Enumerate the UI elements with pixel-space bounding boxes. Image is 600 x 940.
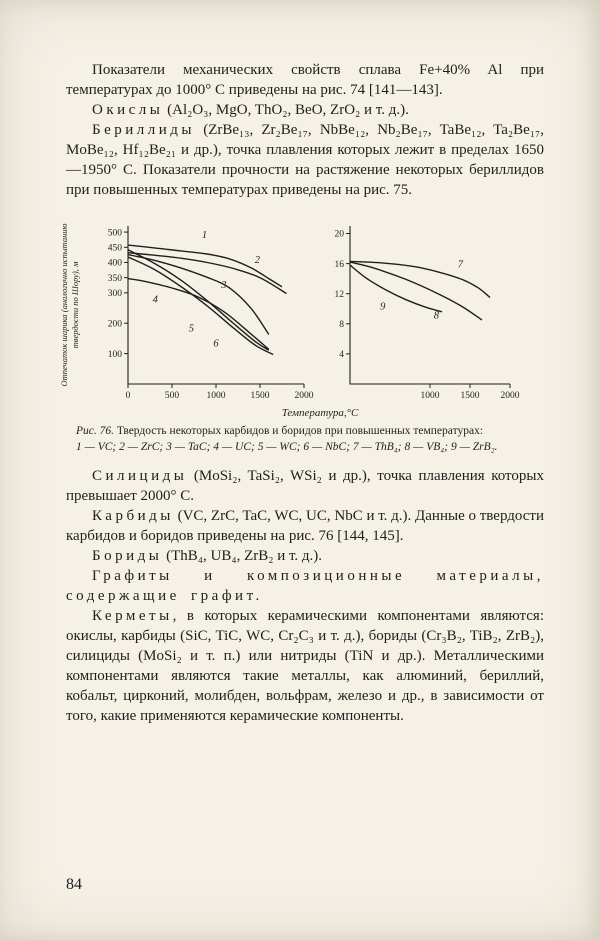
figure-legend: 1 — VC; 2 — ZrC; 3 — TaC; 4 — UC; 5 — WC; 6 — NbC; 7 — ThB₄; 8 — VB₄; 9 — ZrB₂. [76,441,498,453]
svg-text:Температура,°С: Температура,°С [281,407,359,419]
chart-left [59,223,314,401]
svg-text:2000: 2000 [294,391,314,401]
svg-text:5: 5 [188,323,194,335]
term-borides: Бориды [92,548,163,564]
paragraph-beryllides-text: (ZrBe₁₃, Zr₂Be₁₇, NbBe₁₂, Nb₂Be₁₇, TaBe₁₂, Ta₂Be₁₇, MoBe₁₂, Hf₁₂Be₂₁ и др.), точка плавления которых лежит в пределах 1650—1950° С. Показатели прочности на растяжение некоторых бериллидов при повышенных температурах приведены на рис. 75. [66,122,544,198]
svg-text:8: 8 [433,310,440,322]
svg-text:350: 350 [107,273,122,284]
figure-caption [76,424,538,454]
svg-text:Отпечаток шарика (аналогично и: Отпечаток шарика (аналогично испытанию [59,223,69,387]
paragraph-oxides [66,100,544,120]
curve-6 [128,257,273,355]
term-cermets: Керметы [92,608,173,624]
term-oxides: Окислы [92,102,164,118]
svg-text:1500: 1500 [250,391,270,401]
paragraph-mech-properties: Показатели механических свойств сплава Fe+40% Al при температурах до 1000° С приведены на рис. 74 [141—143]. [66,62,544,98]
svg-text:1: 1 [201,230,208,242]
paragraph-silicides-text: (MoSi₂, TaSi₂, WSi₂ и др.), точка плавления которых превышает 2000° С. [66,468,544,504]
svg-text:9: 9 [380,301,386,313]
figure-chart [58,210,544,454]
paragraph-oxides-text: (Al₂O₃, MgO, ThO₂, BeO, ZrO₂ и т. д.). [163,102,409,118]
hardness-charts-svg [58,210,528,422]
term-carbides: Карбиды [92,508,174,524]
curve-8 [350,262,482,320]
svg-text:4: 4 [339,350,344,361]
svg-text:16: 16 [334,259,344,270]
chart-right [335,226,520,401]
svg-text:12: 12 [334,289,344,300]
svg-text:450: 450 [107,243,122,254]
axes [350,226,510,384]
paragraph-cermets-text: , в которых керамическими компонентами являются: окислы, карбиды (SiC, TiC, WC, Cr₂C₃ и т. д.), бориды (Cr₃B₂, TiB₂, ZrB₂), силициды (MoSi₂ и т. п.) или нитриды (TiN и др.). Металлическими компонентами являются такие металлы, как алюминий, бериллий, кобальт, цирконий, молибден, вольфрам, железо и др., в зависимости от того, какие применяются керамические компоненты. [66,608,544,724]
svg-text:400: 400 [107,258,122,269]
svg-text:6: 6 [213,338,219,350]
paragraph-graphites [66,566,544,606]
paragraph-cermets [66,606,544,726]
term-graphites: Графиты и композиционные материалы, содержащие графит. [66,568,544,604]
figure-label: Рис. 76. [76,425,115,437]
svg-text:4: 4 [152,294,158,306]
svg-text:1000: 1000 [206,391,226,401]
svg-text:2000: 2000 [500,391,520,401]
term-beryllides: Бериллиды [92,122,196,138]
figure-caption-text: Твердость некоторых карбидов и боридов при повышенных температурах: [116,425,484,437]
paragraph-beryllides [66,120,544,200]
svg-text:20: 20 [334,229,344,240]
paragraph-carbides [66,506,544,546]
svg-text:2: 2 [254,255,260,267]
term-silicides: Силициды [92,468,188,484]
svg-text:1000: 1000 [420,391,440,401]
svg-text:200: 200 [107,319,122,330]
paragraph-carbides-text: (VC, ZrC, TaC, WC, UC, NbC и т. д.). Данные о твердости карбидов и боридов приведены на рис. 76 [144, 145]. [66,508,544,544]
svg-text:7: 7 [457,259,464,271]
svg-text:3: 3 [221,279,227,291]
curve-2 [128,253,286,294]
page-number: 84 [66,876,82,893]
svg-text:1500: 1500 [460,391,480,401]
svg-text:100: 100 [107,349,122,360]
svg-text:500: 500 [164,391,180,401]
svg-text:500: 500 [107,228,122,239]
svg-text:0: 0 [125,391,131,401]
svg-text:8: 8 [339,320,344,331]
figure-caption-line [76,424,538,438]
paragraph-borides-text: (ThB₄, UB₄, ZrB₂ и т. д.). [162,548,323,564]
svg-text:твердости по Шору), м: твердости по Шору), м [70,261,80,349]
paragraph-borides [66,546,544,566]
paragraph-silicides [66,466,544,506]
svg-text:300: 300 [107,289,122,300]
